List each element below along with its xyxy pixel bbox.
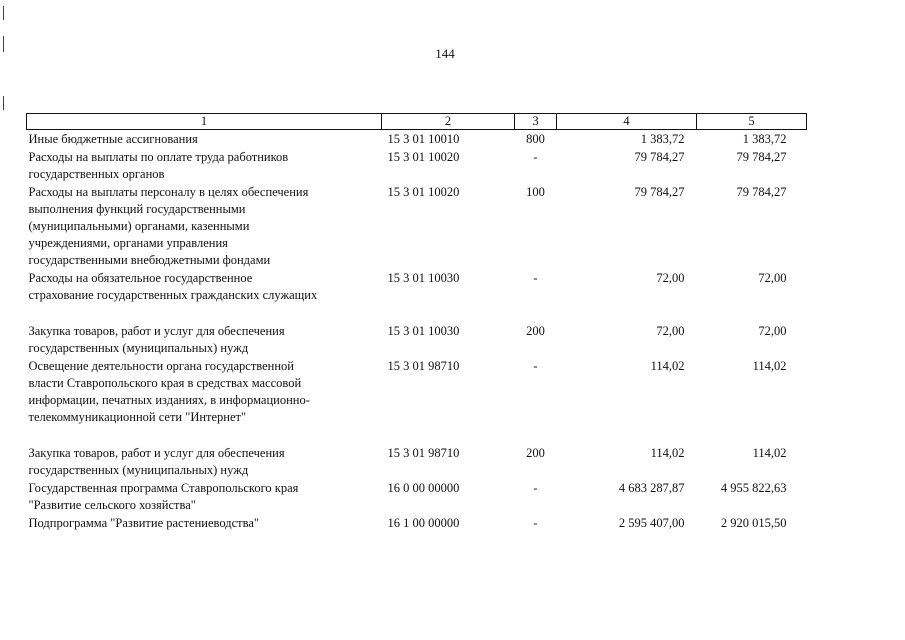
row-spacer: [27, 426, 807, 444]
amount-year-1: 2 595 407,00: [618, 516, 685, 530]
expense-name-line: (муниципальными) органами, казенными: [28, 219, 250, 233]
expense-name: [27, 514, 382, 532]
expense-type-code: 200: [526, 446, 545, 460]
amount-year-2: 72,00: [758, 324, 787, 338]
amount-year-1: 114,02: [650, 446, 685, 460]
expense-name: [27, 183, 382, 269]
expense-name-line: информации, печатных изданиях, в информационно-: [28, 393, 310, 407]
table-body: [27, 130, 807, 533]
column-header: 3: [515, 114, 557, 130]
expense-name-line: Расходы на обязательное государственное: [28, 271, 253, 285]
page-number: 144: [435, 46, 455, 61]
table-row: [27, 357, 807, 426]
expense-name: [27, 269, 382, 304]
column-header: 2: [382, 114, 515, 130]
amount-year-2: 79 784,27: [736, 150, 787, 164]
expense-name: [27, 322, 382, 357]
expense-name-line: Расходы на выплаты персоналу в целях обеспечения: [28, 185, 309, 199]
expense-name-line: Закупка товаров, работ и услуг для обеспечения: [28, 324, 285, 338]
column-header: 5: [697, 114, 807, 130]
expense-name: [27, 357, 382, 426]
header-row: [27, 114, 807, 130]
classification-code: 16 1 00 00000: [387, 516, 460, 530]
amount-year-2: 2 920 015,50: [720, 516, 787, 530]
expense-name-line: государственными внебюджетными фондами: [28, 253, 271, 267]
amount-year-2: 114,02: [752, 446, 787, 460]
expense-name: [27, 444, 382, 479]
expense-name-line: Закупка товаров, работ и услуг для обеспечения: [28, 446, 285, 460]
table-row: [27, 479, 807, 514]
column-header: 1: [27, 114, 382, 130]
expense-type-code: -: [533, 516, 538, 530]
amount-year-1: 4 683 287,87: [618, 481, 685, 495]
column-header: 4: [557, 114, 697, 130]
expense-type-code: -: [533, 150, 538, 164]
table-row: [27, 130, 807, 149]
amount-year-1: 72,00: [656, 271, 685, 285]
classification-code: 15 3 01 10030: [387, 271, 460, 285]
expense-name-line: страхование государственных гражданских служащих: [28, 288, 318, 302]
table-row: [27, 269, 807, 304]
expense-name: [27, 479, 382, 514]
amount-year-1: 114,02: [650, 359, 685, 373]
budget-table: [26, 113, 807, 532]
amount-year-2: 79 784,27: [736, 185, 787, 199]
expense-name-line: государственных (муниципальных) нужд: [28, 463, 249, 477]
row-spacer-cell: [27, 304, 807, 322]
table-row: [27, 148, 807, 183]
classification-code: 15 3 01 10010: [387, 132, 460, 146]
expense-type-code: 800: [526, 132, 545, 146]
amount-year-1: 79 784,27: [634, 150, 685, 164]
expense-name-line: Расходы на выплаты по оплате труда работников: [28, 150, 289, 164]
amount-year-2: 72,00: [758, 271, 787, 285]
classification-code: 15 3 01 98710: [387, 359, 460, 373]
classification-code: 15 3 01 10020: [387, 185, 460, 199]
expense-name-line: Освещение деятельности органа государственной: [28, 359, 294, 373]
expense-type-code: 200: [526, 324, 545, 338]
expense-name-line: телекоммуникационной сети "Интернет": [28, 410, 247, 424]
classification-code: 15 3 01 10020: [387, 150, 460, 164]
scan-edge-mark: [3, 6, 4, 20]
table-row: [27, 444, 807, 479]
expense-name-line: Иные бюджетные ассигнования: [28, 132, 198, 146]
classification-code: 15 3 01 10030: [387, 324, 460, 338]
expense-type-code: -: [533, 271, 538, 285]
amount-year-2: 114,02: [752, 359, 787, 373]
expense-name-line: "Развитие сельского хозяйства": [28, 498, 196, 512]
amount-year-2: 4 955 822,63: [720, 481, 787, 495]
amount-year-1: 1 383,72: [640, 132, 685, 146]
amount-year-2: 1 383,72: [742, 132, 787, 146]
scan-edge-mark: [3, 96, 4, 110]
row-spacer-cell: [27, 426, 807, 444]
expense-name-line: выполнения функций государственными: [28, 202, 246, 216]
amount-year-1: 72,00: [656, 324, 685, 338]
classification-code: 16 0 00 00000: [387, 481, 460, 495]
table-row: [27, 322, 807, 357]
expense-type-code: -: [533, 481, 538, 495]
expense-type-code: -: [533, 359, 538, 373]
amount-year-1: 79 784,27: [634, 185, 685, 199]
row-spacer: [27, 304, 807, 322]
expense-name-line: государственных (муниципальных) нужд: [28, 341, 249, 355]
expense-name-line: государственных органов: [28, 167, 165, 181]
expense-type-code: 100: [526, 185, 545, 199]
expense-name-line: власти Ставропольского края в средствах массовой: [28, 376, 302, 390]
expense-name-line: учреждениями, органами управления: [28, 236, 228, 250]
table-row: [27, 183, 807, 269]
expense-name: [27, 130, 382, 149]
expense-name: [27, 148, 382, 183]
table-row: [27, 514, 807, 532]
classification-code: 15 3 01 98710: [387, 446, 460, 460]
expense-name-line: Подпрограмма "Развитие растениеводства": [28, 516, 260, 530]
expense-name-line: Государственная программа Ставропольского края: [28, 481, 299, 495]
